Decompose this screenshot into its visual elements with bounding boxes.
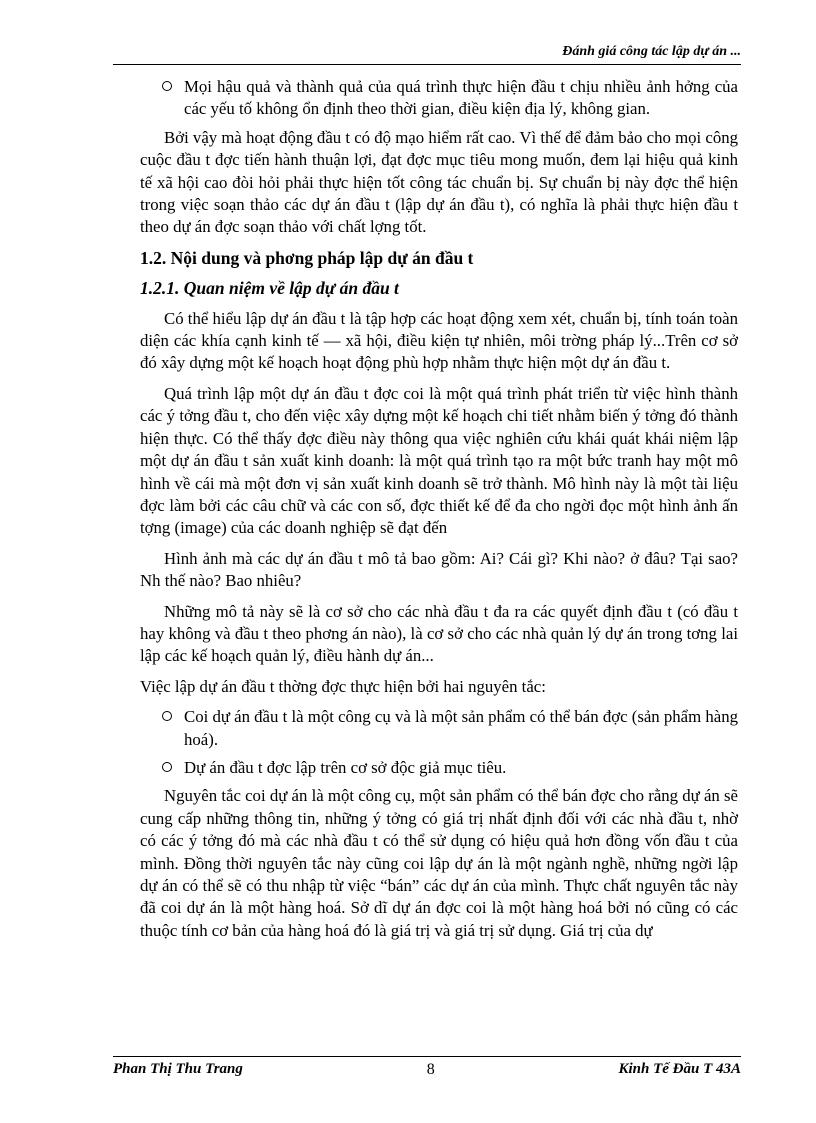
paragraph: Hình ảnh mà các dự án đầu t mô tả bao gồm: Ai? Cái gì? Khi nào? ở đâu? Tại sao? Nh thế nào? Bao nhiêu? xyxy=(140,548,738,591)
page-number: 8 xyxy=(426,1061,435,1078)
bullet-item xyxy=(140,76,738,121)
document-body xyxy=(140,76,738,950)
bullet-text: Dự án đầu t đợc lập trên cơ sở độc giả mục tiêu. xyxy=(184,757,507,777)
paragraph: Việc lập dự án đầu t thờng đợc thực hiện bởi hai nguyên tắc: xyxy=(140,676,546,696)
page-header xyxy=(113,44,741,65)
paragraph: Những mô tả này sẽ là cơ sở cho các nhà đầu t đa ra các quyết định đầu t (có đầu t hay không và đầu t theo phơng án nào), là cơ sở cho các nhà quản lý dự án trong tơng lai lập các kế hoạch quản lý, điều hành dự án... xyxy=(140,601,738,666)
footer-author: Phan Thị Thu Trang xyxy=(113,1061,243,1077)
footer-class: Kinh Tế Đầu T 43A xyxy=(618,1061,741,1077)
circle-bullet-icon xyxy=(162,762,172,772)
subsection-heading: 1.2.1. Quan niệm về lập dự án đầu t xyxy=(140,278,399,299)
circle-bullet-icon xyxy=(162,81,172,91)
section-heading: 1.2. Nội dung và phơng pháp lập dự án đầu t xyxy=(140,247,474,268)
header-title: Đánh giá công tác lập dự án ... xyxy=(562,44,741,59)
circle-bullet-icon xyxy=(162,711,172,721)
paragraph: Có thể hiểu lập dự án đầu t là tập hợp các hoạt động xem xét, chuẩn bị, tính toán toàn diện các khía cạnh kinh tế — xã hội, điều kiện tự nhiên, môi trờng pháp lý...Trên cơ sở đó xây dựng một kế hoạch hoạt động phù hợp nhằm thực hiện một dự án đầu t. xyxy=(140,308,738,373)
paragraph: Nguyên tắc coi dự án là một công cụ, một sản phẩm có thể bán đợc cho rằng dự án sẽ cung cấp những thông tin, những ý tởng có giá trị nhất định đối với các nhà đầu t, nhờ có các ý tởng đó mà các nhà đầu t có thể sử dụng có hiệu quả hơn đồng vốn đầu t của mình. Đồng thời nguyên tắc này cũng coi lập dự án là một ngành nghề, những ngời lập dự án có thể sẽ có thu nhập từ việc “bán” các dự án của mình. Thực chất nguyên tắc này đã coi dự án là một hàng hoá. Sở dĩ dự án đợc coi là một hàng hoá bởi nó cũng có các thuộc tính cơ bản của hàng hoá đó là giá trị và giá trị sử dụng. Giá trị của dự xyxy=(140,786,738,940)
page-footer xyxy=(113,1056,741,1079)
bullet-item xyxy=(140,757,738,779)
bullet-text: Coi dự án đầu t là một công cụ và là một sản phẩm có thể bán đợc (sản phẩm hàng hoá). xyxy=(184,707,738,749)
bullet-text: Mọi hậu quả và thành quả của quá trình thực hiện đầu t chịu nhiều ảnh hởng của các yếu tố không ổn định theo thời gian, điều kiện địa lý, không gian. xyxy=(184,77,738,119)
bullet-item xyxy=(140,706,738,751)
paragraph: Quá trình lập một dự án đầu t đợc coi là một quá trình phát triển từ việc hình thành các ý tởng đầu t, cho đến việc xây dựng một kế hoạch chi tiết nhằm biến ý tởng đó thành hiện thực. Có thể thấy đợc điều này thông qua việc nghiên cứu khái quát khái niệm lập một dự án đầu t sản xuất kinh doanh: là một quá trình tạo ra một bức tranh hay một mô hình về cái mà một đơn vị sản xuất kinh doanh sẽ trở thành. Mô hình này là một tài liệu đợc làm bởi các câu chữ và các con số, đợc thiết kế để đa cho ngời đọc một hình ảnh ấn tợng (image) của các doanh nghiệp sẽ đạt đến xyxy=(140,383,738,538)
paragraph: Bởi vậy mà hoạt động đầu t có độ mạo hiểm rất cao. Vì thế để đảm bảo cho mọi công cuộc đầu t đợc tiến hành thuận lợi, đạt đợc mục tiêu mong muốn, đem lại hiệu quả kinh tế xã hội cao đòi hỏi phải thực hiện tốt công tác chuẩn bị. Sự chuẩn bị này đợc thể hiện trong việc soạn thảo các dự án đầu t (lập dự án đầu t), có nghĩa là phải thực hiện đầu t theo dự án đợc soạn thảo với chất lợng tốt. xyxy=(140,127,738,237)
